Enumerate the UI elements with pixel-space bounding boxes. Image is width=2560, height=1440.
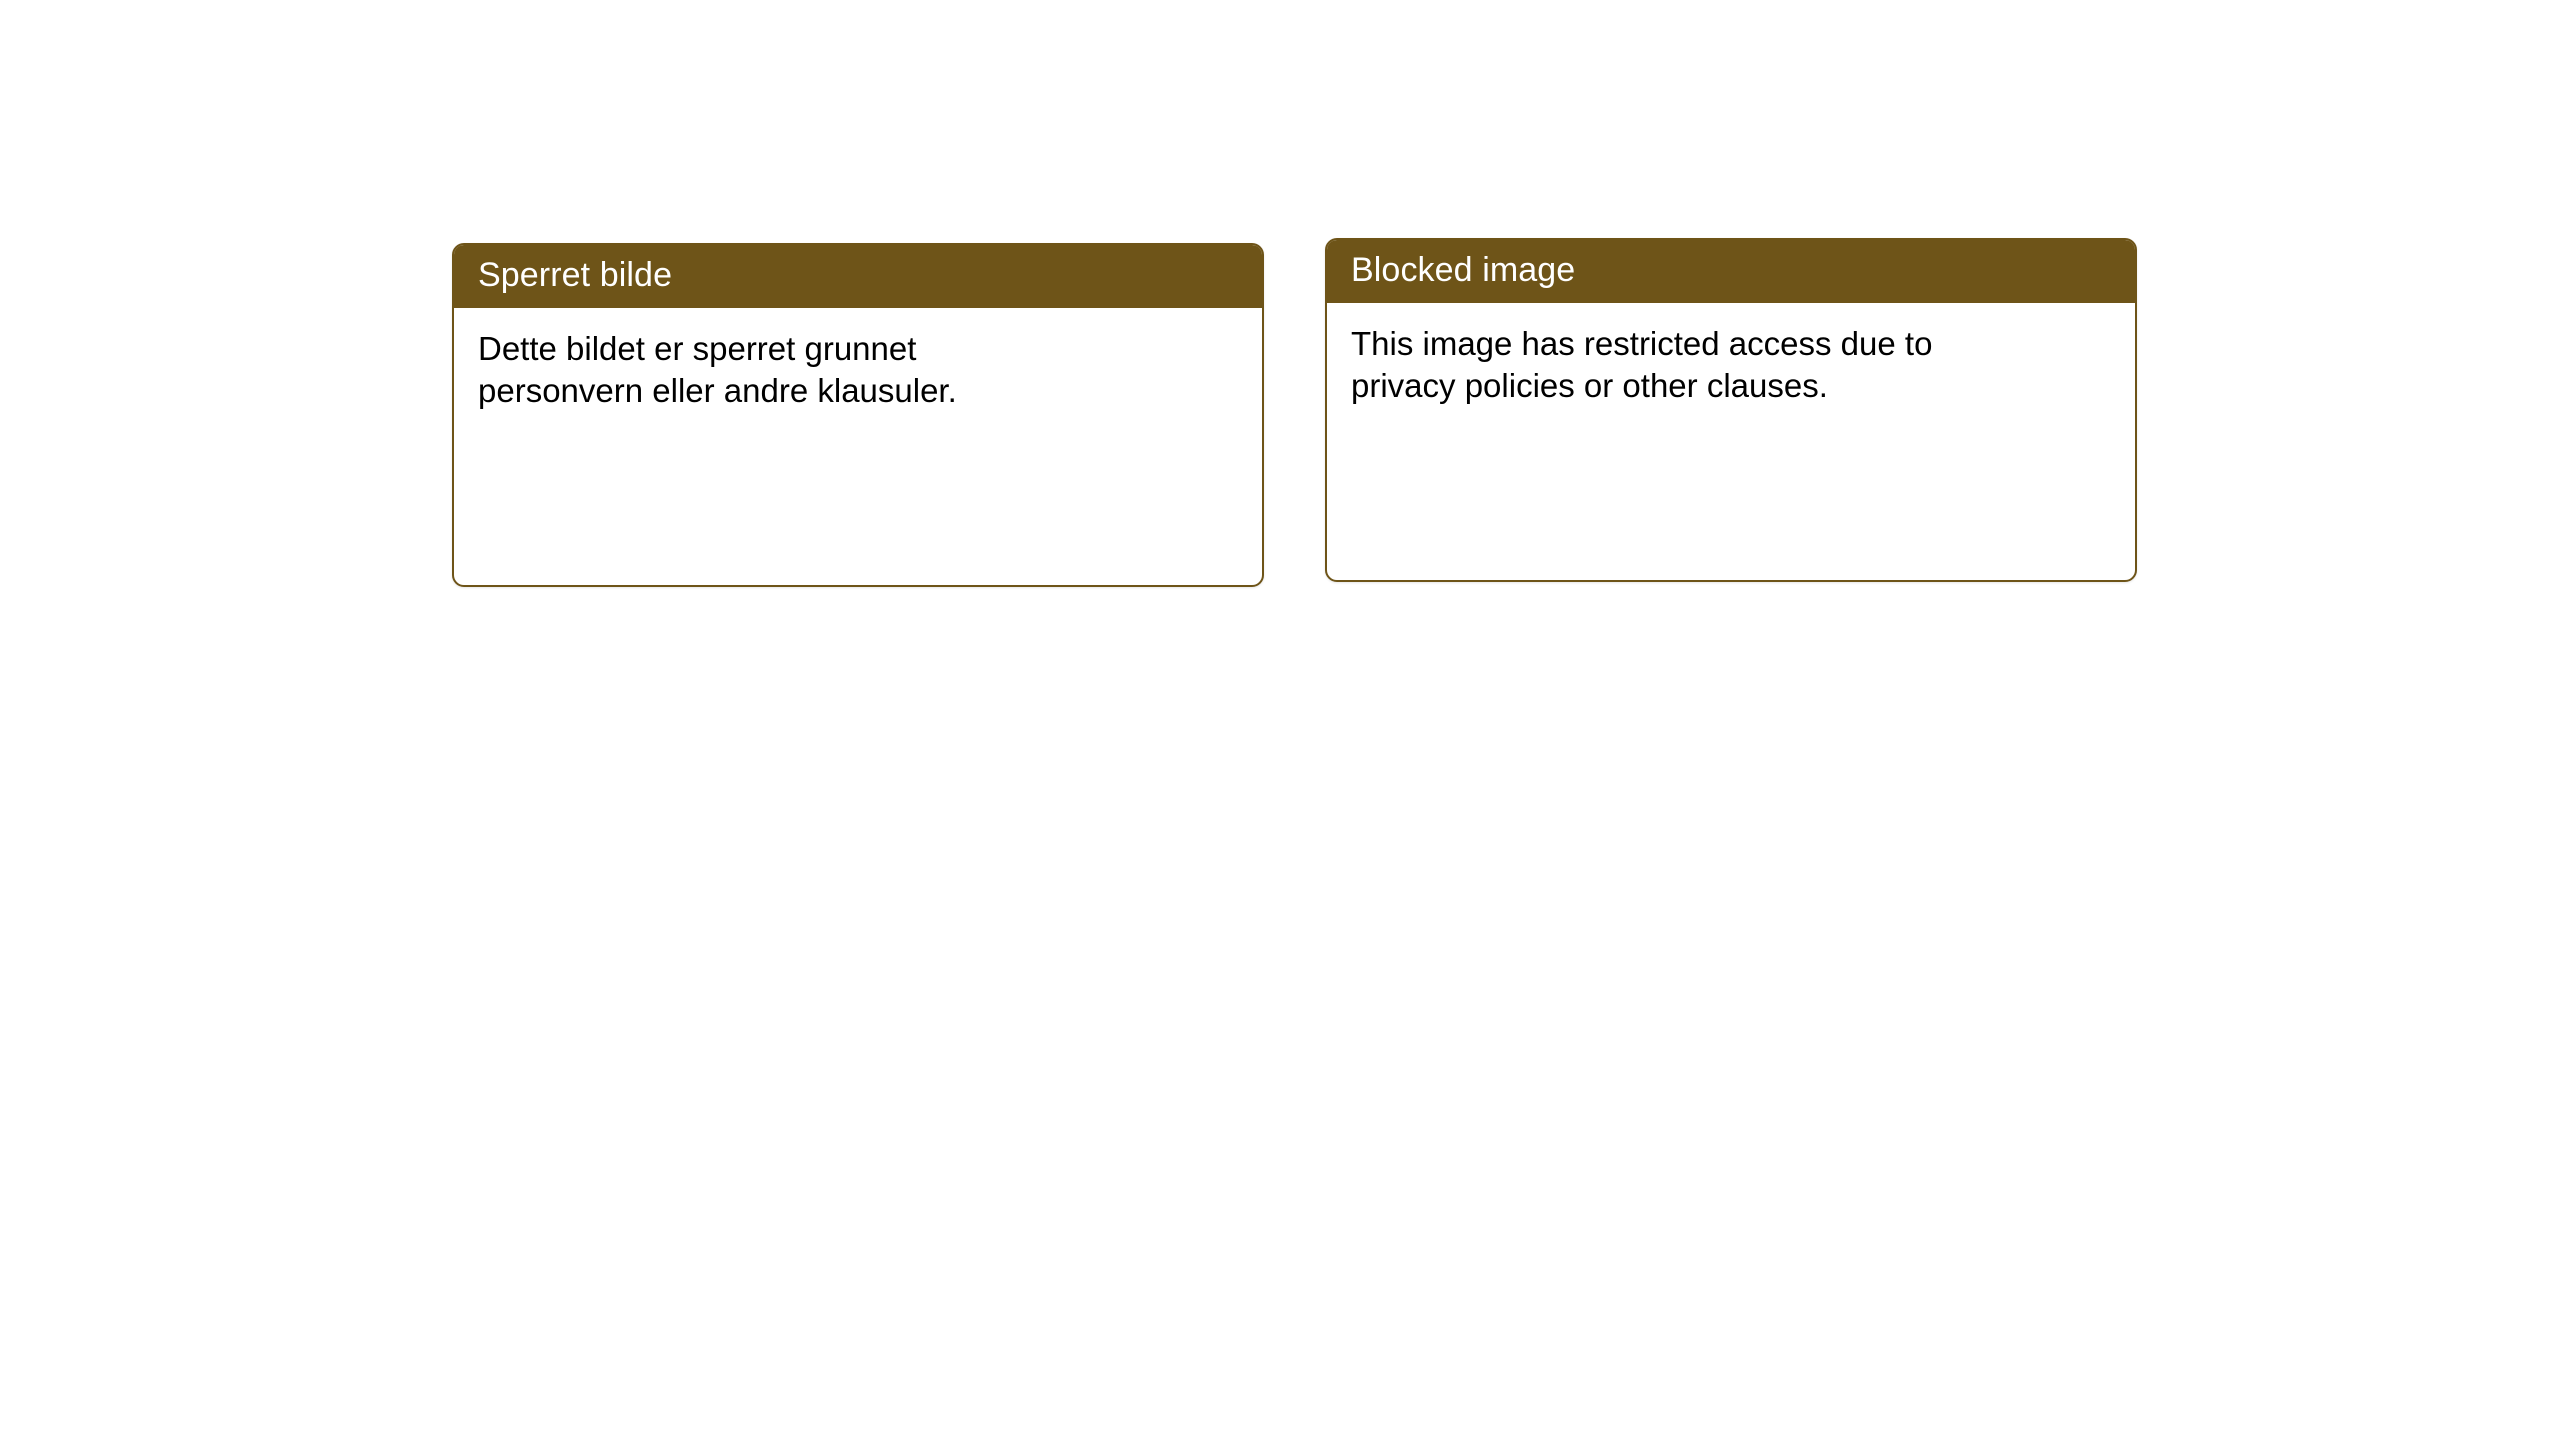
blocked-image-notice-no [452, 243, 1264, 587]
notice-body-text-en: This image has restricted access due to privacy policies or other clauses. [1351, 325, 1933, 404]
notice-title-no: Sperret bilde [454, 245, 1262, 308]
notice-body-en [1327, 303, 1987, 430]
notice-body-text-no: Dette bildet er sperret grunnet personvern eller andre klausuler. [478, 330, 957, 409]
notice-body-no [454, 308, 1114, 435]
blocked-image-notice-en [1325, 238, 2137, 582]
notice-title-en: Blocked image [1327, 240, 2135, 303]
